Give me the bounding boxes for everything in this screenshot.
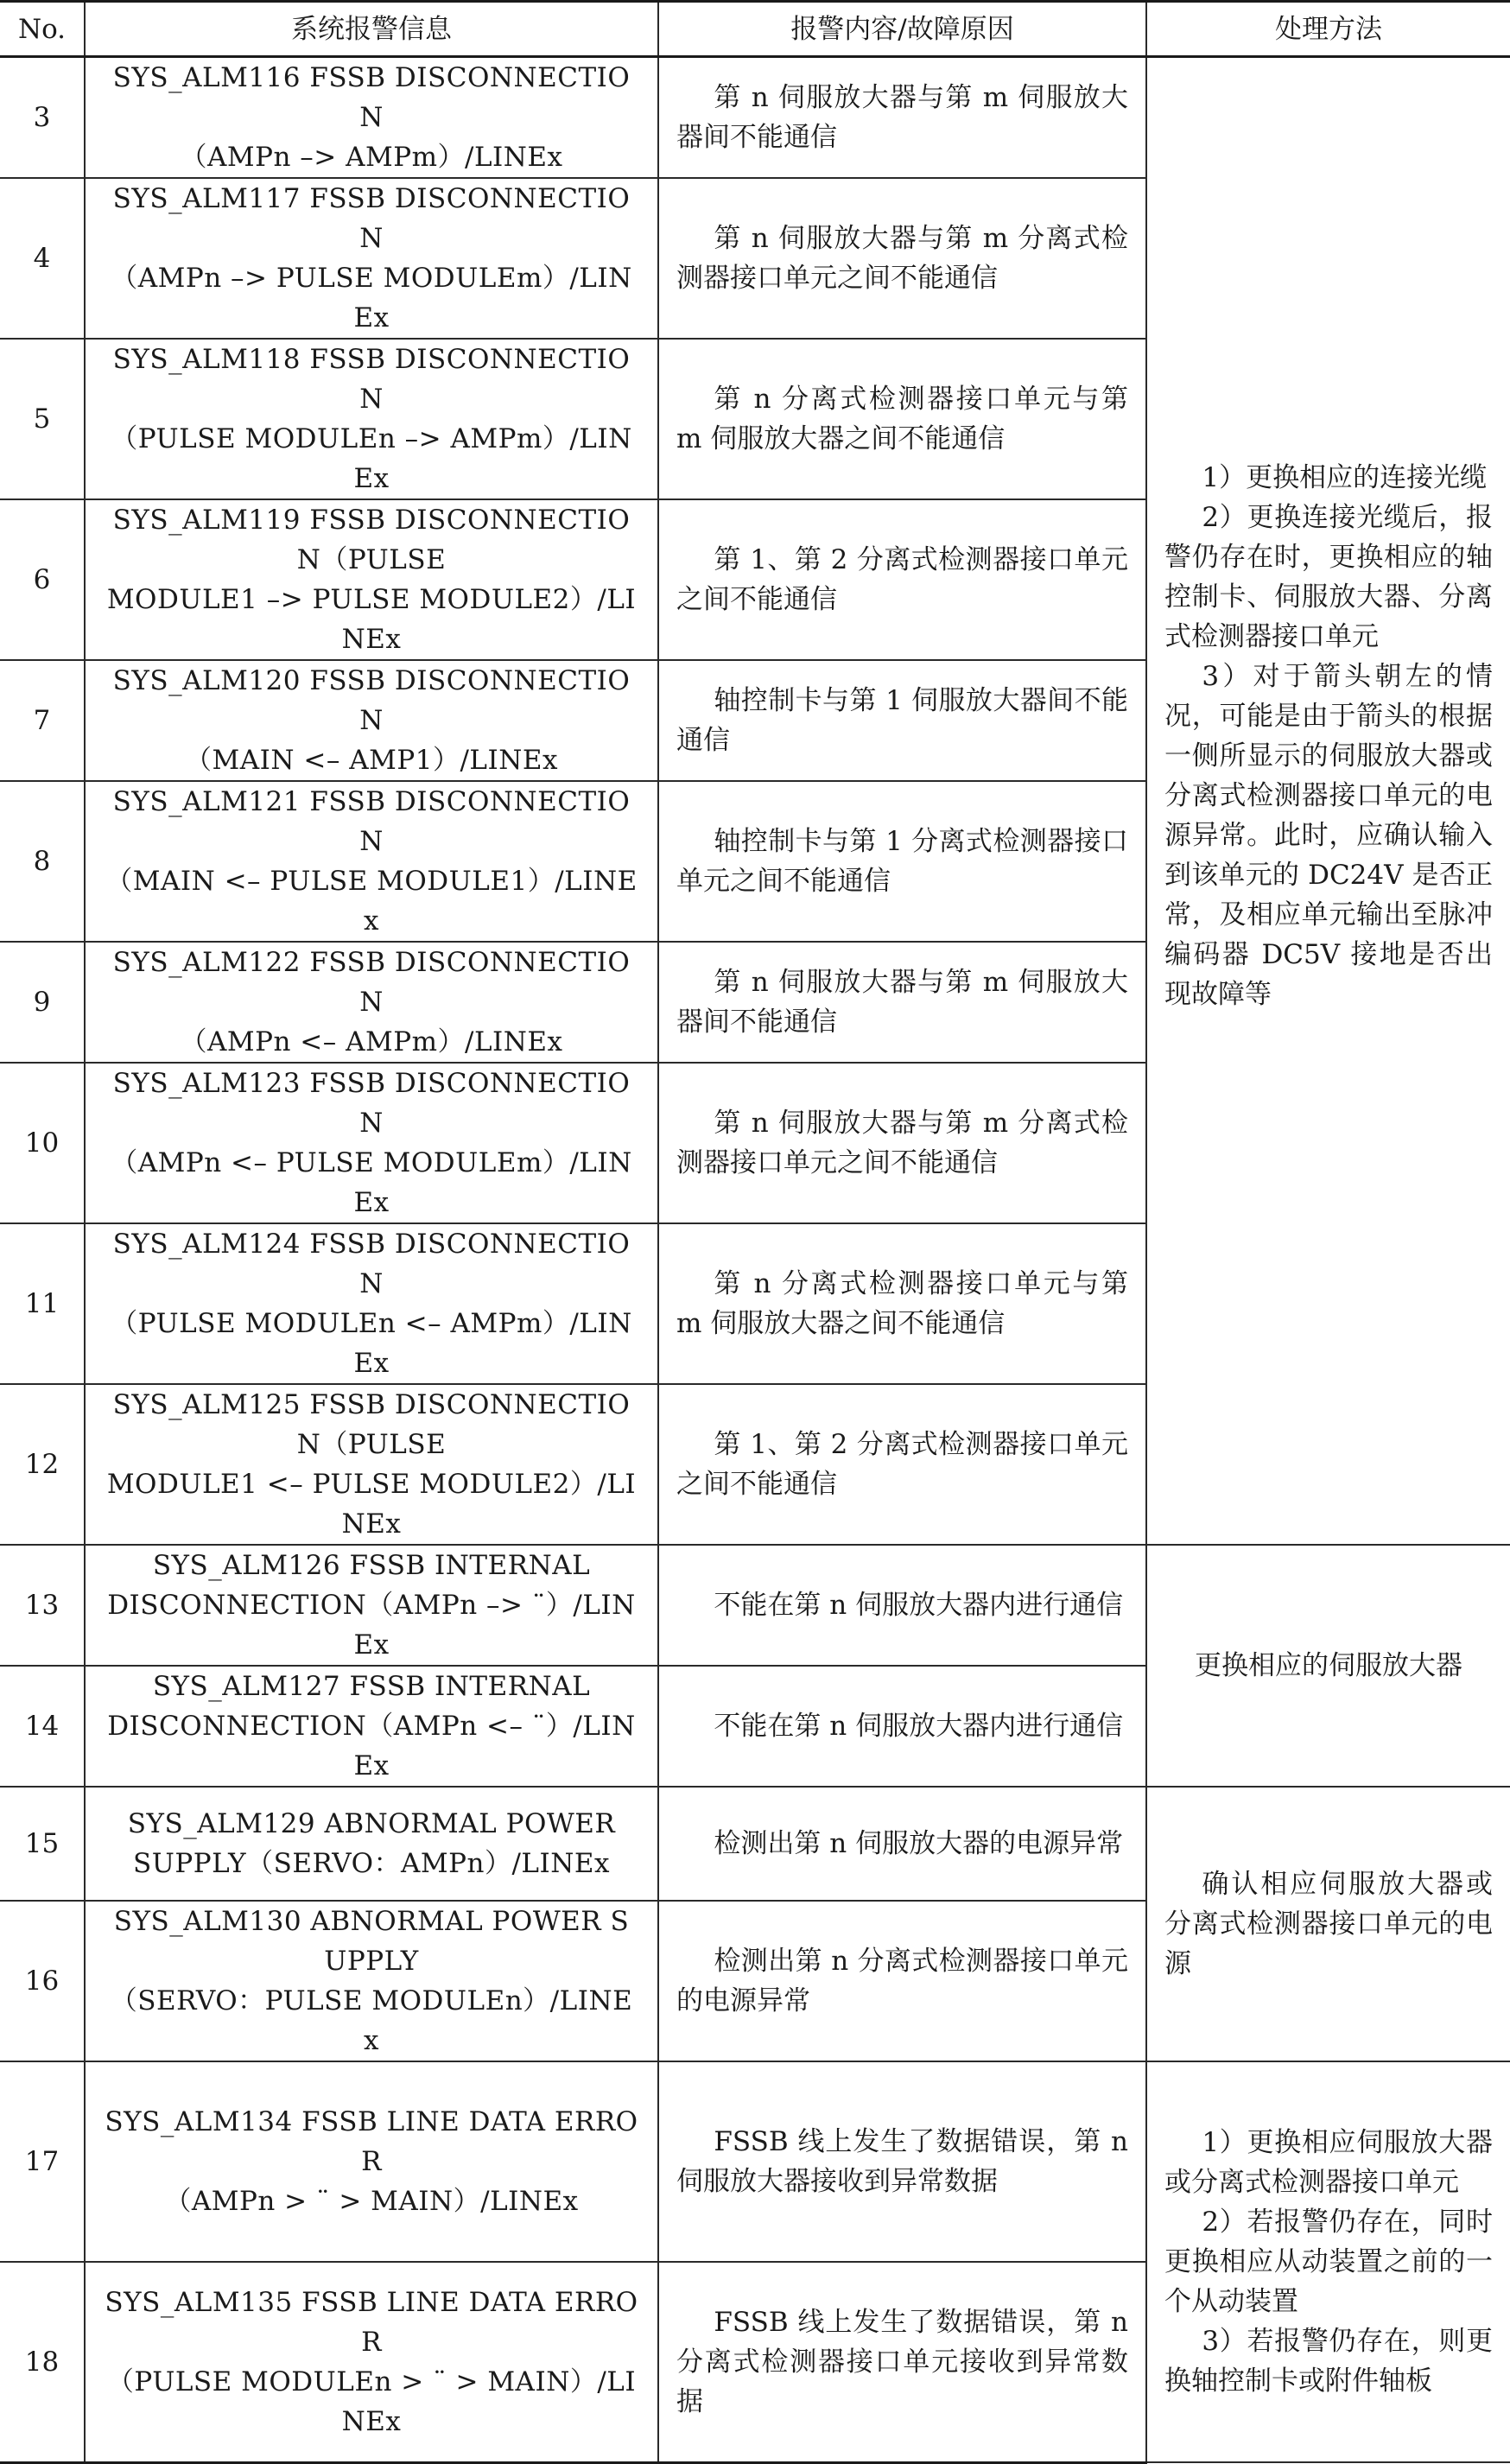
alarm-message-line: SYS_ALM119 FSSB DISCONNECTION（PULSE xyxy=(112,505,631,575)
row-number: 7 xyxy=(0,660,85,781)
alarm-message-line: （AMPn –> AMPm）/LINEx xyxy=(180,142,563,173)
alarm-message xyxy=(85,1787,658,1901)
table-row xyxy=(0,1545,1510,1666)
alarm-message-line: MODULE1 <– PULSE MODULE2）/LINEx xyxy=(106,1469,637,1540)
alarm-message-line: （AMPn <– AMPm）/LINEx xyxy=(180,1026,563,1057)
alarm-reason-text: 检测出第 n 分离式检测器接口单元的电源异常 xyxy=(676,1946,1128,2016)
method-step: 2）若报警仍存在，同时更换相应从动装置之前的一个从动装置 xyxy=(1164,2207,1493,2317)
alarm-reason xyxy=(658,781,1146,942)
alarm-message-line: DISCONNECTION（AMPn –> ¨）/LINEx xyxy=(107,1590,636,1661)
alarm-message-line: （PULSE MODULEn > ¨ > MAIN）/LINEx xyxy=(106,2366,637,2437)
alarm-reason xyxy=(658,178,1146,339)
alarm-reason-text: 轴控制卡与第 1 伺服放大器间不能通信 xyxy=(676,685,1128,756)
row-number: 15 xyxy=(0,1787,85,1901)
alarm-message-line: SUPPLY（SERVO：AMPn）/LINEx xyxy=(133,1848,610,1879)
alarm-reason-text: 第 1、第 2 分离式检测器接口单元之间不能通信 xyxy=(676,1429,1128,1500)
table-row xyxy=(0,1787,1510,1901)
alarm-reason-text: 检测出第 n 伺服放大器的电源异常 xyxy=(714,1828,1124,1859)
method-step: 3）若报警仍存在，则更换轴控制卡或附件轴板 xyxy=(1164,2326,1493,2397)
alarm-message xyxy=(85,178,658,339)
alarm-reason xyxy=(658,339,1146,499)
alarm-reason xyxy=(658,499,1146,660)
alarm-reason xyxy=(658,1223,1146,1384)
alarm-reason-text: 第 n 分离式检测器接口单元与第 m 伺服放大器之间不能通信 xyxy=(676,384,1128,454)
alarm-message xyxy=(85,339,658,499)
method-step: 1）更换相应的连接光缆 xyxy=(1202,462,1488,493)
row-number: 5 xyxy=(0,339,85,499)
alarm-reason xyxy=(658,57,1146,179)
alarm-reason-text: 轴控制卡与第 1 分离式检测器接口单元之间不能通信 xyxy=(676,826,1128,897)
alarm-reason-text: 第 n 分离式检测器接口单元与第 m 伺服放大器之间不能通信 xyxy=(676,1268,1128,1339)
alarm-message xyxy=(85,1901,658,2061)
alarm-message-line: SYS_ALM122 FSSB DISCONNECTION xyxy=(112,947,631,1018)
alarm-message-line: SYS_ALM121 FSSB DISCONNECTION xyxy=(112,786,631,857)
row-number: 4 xyxy=(0,178,85,339)
row-number: 6 xyxy=(0,499,85,660)
method-power xyxy=(1146,1787,1510,2061)
row-number: 14 xyxy=(0,1666,85,1787)
alarm-message-line: （MAIN <– AMP1）/LINEx xyxy=(185,745,558,776)
alarm-message-line: SYS_ALM130 ABNORMAL POWER SUPPLY xyxy=(113,1906,630,1977)
alarm-message-line: SYS_ALM120 FSSB DISCONNECTION xyxy=(112,665,631,736)
method-spacer xyxy=(1164,1014,1493,1144)
alarm-reason xyxy=(658,1545,1146,1666)
alarm-message xyxy=(85,499,658,660)
method-internal xyxy=(1146,1545,1510,1787)
alarm-message-line: （MAIN <– PULSE MODULE1）/LINEx xyxy=(105,866,638,937)
alarm-reason-text: 第 n 伺服放大器与第 m 分离式检测器接口单元之间不能通信 xyxy=(676,1108,1128,1178)
row-number: 9 xyxy=(0,942,85,1063)
header-system-alarm-message: 系统报警信息 xyxy=(85,2,658,57)
alarm-message-line: SYS_ALM134 FSSB LINE DATA ERROR xyxy=(105,2106,638,2177)
row-number: 10 xyxy=(0,1063,85,1223)
table-row xyxy=(0,57,1510,179)
row-number: 16 xyxy=(0,1901,85,2061)
alarm-message xyxy=(85,2061,658,2262)
alarm-message-line: SYS_ALM118 FSSB DISCONNECTION xyxy=(112,344,631,415)
alarm-message xyxy=(85,1545,658,1666)
alarm-message xyxy=(85,660,658,781)
method-disconnection xyxy=(1146,57,1510,1546)
header-row xyxy=(0,2,1510,57)
method-text: 更换相应的伺服放大器 xyxy=(1195,1650,1462,1681)
alarm-reason xyxy=(658,1901,1146,2061)
alarm-message-line: （PULSE MODULEn –> AMPm）/LINEx xyxy=(111,423,632,494)
method-data-error xyxy=(1146,2061,1510,2462)
alarm-message xyxy=(85,781,658,942)
alarm-message-line: SYS_ALM116 FSSB DISCONNECTION xyxy=(112,62,631,133)
alarm-reason-text: 第 n 伺服放大器与第 m 伺服放大器间不能通信 xyxy=(676,82,1128,153)
alarm-message xyxy=(85,1666,658,1787)
header-no: No. xyxy=(0,2,85,57)
alarm-reason xyxy=(658,660,1146,781)
method-step: 3）对于箭头朝左的情况，可能是由于箭头的根据一侧所显示的伺服放大器或分离式检测器接口单元的电源异常。此时，应确认输入到该单元的 DC24V 是否正常，及相应单元输出至脉冲编码器 DC5V 接地是否出现故障等 xyxy=(1164,661,1493,1010)
row-number: 18 xyxy=(0,2262,85,2462)
alarm-message-line: SYS_ALM135 FSSB LINE DATA ERROR xyxy=(105,2286,638,2358)
alarm-message-line: （PULSE MODULEn <– AMPm）/LINEx xyxy=(111,1308,632,1379)
alarm-message-line: SYS_ALM124 FSSB DISCONNECTION xyxy=(112,1229,631,1299)
alarm-message-line: SYS_ALM123 FSSB DISCONNECTION xyxy=(112,1068,631,1139)
alarm-reason-text: 第 n 伺服放大器与第 m 分离式检测器接口单元之间不能通信 xyxy=(676,223,1128,294)
alarm-reason-text: 不能在第 n 伺服放大器内进行通信 xyxy=(714,1711,1124,1742)
row-number: 8 xyxy=(0,781,85,942)
alarm-message-line: SYS_ALM129 ABNORMAL POWER xyxy=(127,1808,616,1839)
alarm-message-line: （AMPn > ¨ > MAIN）/LINEx xyxy=(164,2186,579,2217)
alarm-reason-text: FSSB 线上发生了数据错误，第 n 分离式检测器接口单元接收到异常数据 xyxy=(676,2306,1128,2417)
alarm-reason xyxy=(658,1384,1146,1545)
alarm-message xyxy=(85,1063,658,1223)
alarm-reason xyxy=(658,2262,1146,2462)
alarm-message-line: （AMPn <– PULSE MODULEm）/LINEx xyxy=(111,1147,632,1218)
alarm-reason-text: FSSB 线上发生了数据错误，第 n 伺服放大器接收到异常数据 xyxy=(676,2126,1128,2197)
alarm-reason-text: 不能在第 n 伺服放大器内进行通信 xyxy=(714,1590,1124,1621)
alarm-message-line: DISCONNECTION（AMPn <– ¨）/LINEx xyxy=(107,1711,636,1781)
row-number: 12 xyxy=(0,1384,85,1545)
table-row xyxy=(0,2061,1510,2262)
alarm-reason xyxy=(658,1787,1146,1901)
alarm-message xyxy=(85,1384,658,1545)
header-handling-method: 处理方法 xyxy=(1146,2,1510,57)
alarm-message xyxy=(85,942,658,1063)
method-step: 2）更换连接光缆后，报警仍存在时，更换相应的轴控制卡、伺服放大器、分离式检测器接口单元 xyxy=(1164,502,1493,652)
alarm-message-line: SYS_ALM127 FSSB INTERNAL xyxy=(152,1671,591,1702)
alarm-message-line: （SERVO：PULSE MODULEn）/LINEx xyxy=(110,1985,633,2056)
row-number: 17 xyxy=(0,2061,85,2262)
alarm-message-line: SYS_ALM125 FSSB DISCONNECTION（PULSE xyxy=(112,1389,631,1460)
header-alarm-content-cause: 报警内容/故障原因 xyxy=(658,2,1146,57)
alarm-message xyxy=(85,2262,658,2462)
alarm-reason xyxy=(658,1666,1146,1787)
row-number: 13 xyxy=(0,1545,85,1666)
alarm-message-line: （AMPn –> PULSE MODULEm）/LINEx xyxy=(111,263,632,333)
row-number: 11 xyxy=(0,1223,85,1384)
alarm-message xyxy=(85,57,658,179)
method-step: 1）更换相应伺服放大器或分离式检测器接口单元 xyxy=(1164,2127,1493,2198)
alarm-reason xyxy=(658,2061,1146,2262)
row-number: 3 xyxy=(0,57,85,179)
method-text: 确认相应伺服放大器或分离式检测器接口单元的电源 xyxy=(1164,1869,1493,1979)
alarm-message-line: SYS_ALM126 FSSB INTERNAL xyxy=(152,1550,591,1581)
alarm-reason xyxy=(658,1063,1146,1223)
alarm-reason-text: 第 n 伺服放大器与第 m 伺服放大器间不能通信 xyxy=(676,967,1128,1038)
alarm-message xyxy=(85,1223,658,1384)
alarm-reason-text: 第 1、第 2 分离式检测器接口单元之间不能通信 xyxy=(676,544,1128,615)
alarm-message-line: MODULE1 –> PULSE MODULE2）/LINEx xyxy=(106,584,637,655)
alarm-message-line: SYS_ALM117 FSSB DISCONNECTION xyxy=(112,183,631,254)
alarm-reason xyxy=(658,942,1146,1063)
